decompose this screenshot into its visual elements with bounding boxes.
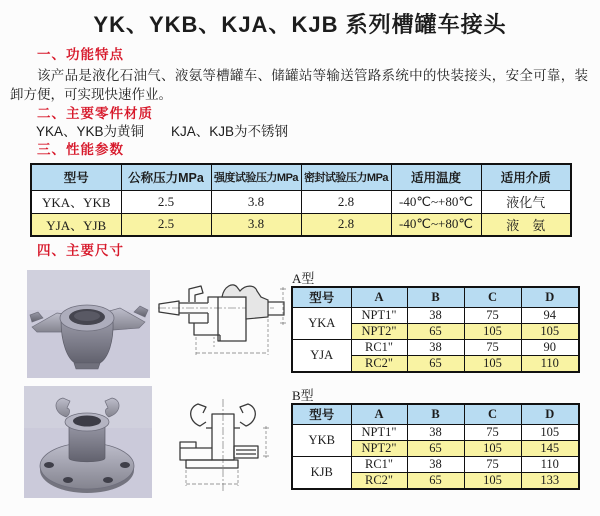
photo-coupling-type-b xyxy=(24,386,152,498)
cell-thread: RC1" xyxy=(351,339,407,355)
cell-d: 94 xyxy=(521,307,579,323)
drawing-coupling-type-b xyxy=(156,396,296,494)
col-header-b: B xyxy=(407,404,464,424)
col-header-temperature: 适用温度 xyxy=(391,164,481,190)
cell-temperature: -40℃~+80℃ xyxy=(391,190,481,213)
col-header-model: 型号 xyxy=(292,287,351,307)
cell-b: 65 xyxy=(407,472,464,489)
type-a-label: A型 xyxy=(292,271,315,286)
col-header-d: D xyxy=(521,404,579,424)
cell-medium: 液化气 xyxy=(481,190,571,213)
cell-d: 105 xyxy=(521,323,579,339)
cell-b: 38 xyxy=(407,424,464,440)
col-header-d: D xyxy=(521,287,579,307)
cell-c: 105 xyxy=(464,355,521,372)
cell-c: 75 xyxy=(464,339,521,355)
cell-d: 105 xyxy=(521,424,579,440)
performance-header-row xyxy=(31,164,571,190)
cell-model-ykb: YKB xyxy=(292,424,351,456)
cell-model-kjb: KJB xyxy=(292,456,351,489)
features-paragraph: 该产品是液化石油气、液氨等槽罐车、储罐站等输送管路系统中的快装接头，安全可靠，装卸方便，可实现快速作业。 xyxy=(10,68,588,102)
cell-d: 90 xyxy=(521,339,579,355)
dimension-table-type-a xyxy=(291,286,580,373)
dim-a-header-row xyxy=(292,287,579,307)
type-b-label: B型 xyxy=(292,388,314,403)
cell-d: 110 xyxy=(521,355,579,372)
performance-table-wrap xyxy=(30,163,600,237)
col-header-b: B xyxy=(407,287,464,307)
section-heading-features: 一、功能特点 xyxy=(37,47,124,62)
cell-c: 75 xyxy=(464,307,521,323)
col-header-c: C xyxy=(464,404,521,424)
dim-b-header-row xyxy=(292,404,579,424)
cell-nominal-pressure: 2.5 xyxy=(121,190,211,213)
cell-b: 38 xyxy=(407,339,464,355)
cell-thread: NPT1" xyxy=(351,424,407,440)
cell-d: 133 xyxy=(521,472,579,489)
dim-a-row xyxy=(292,339,579,355)
cell-b: 65 xyxy=(407,355,464,372)
cell-c: 105 xyxy=(464,323,521,339)
cell-thread: RC2" xyxy=(351,355,407,372)
cell-b: 65 xyxy=(407,440,464,456)
col-header-a: A xyxy=(351,287,407,307)
cell-b: 38 xyxy=(407,307,464,323)
col-header-seal-test: 密封试验压力MPa xyxy=(301,164,391,190)
photo-coupling-type-a xyxy=(27,270,150,378)
col-header-a: A xyxy=(351,404,407,424)
page-title: YK、YKB、KJA、KJB 系列槽罐车接头 xyxy=(93,12,507,37)
drawing-coupling-type-a xyxy=(156,277,290,363)
section-heading-materials: 二、主要零件材质 xyxy=(37,106,153,121)
dim-b-row xyxy=(292,456,579,472)
cell-d: 110 xyxy=(521,456,579,472)
cell-strength-test: 3.8 xyxy=(211,190,301,213)
cell-c: 75 xyxy=(464,456,521,472)
col-header-model: 型号 xyxy=(31,164,121,190)
section-heading-performance: 三、性能参数 xyxy=(37,142,124,157)
cell-c: 105 xyxy=(464,440,521,456)
performance-row-yja-yjb xyxy=(31,213,571,236)
dimensions-section xyxy=(0,259,600,510)
dim-b-row xyxy=(292,424,579,440)
cell-temperature: -40℃~+80℃ xyxy=(391,213,481,236)
cell-strength-test: 3.8 xyxy=(211,213,301,236)
cell-thread: RC1" xyxy=(351,456,407,472)
col-header-model: 型号 xyxy=(292,404,351,424)
cell-thread: RC2" xyxy=(351,472,407,489)
performance-row-yka-ykb xyxy=(31,190,571,213)
dimension-table-type-b xyxy=(291,403,580,490)
materials-text: YKA、YKB为黄铜 KJA、KJB为不锈钢 xyxy=(36,124,289,139)
cell-model: YJA、YJB xyxy=(31,213,121,236)
cell-nominal-pressure: 2.5 xyxy=(121,213,211,236)
cell-b: 38 xyxy=(407,456,464,472)
performance-table xyxy=(30,163,572,237)
cell-c: 105 xyxy=(464,472,521,489)
col-header-c: C xyxy=(464,287,521,307)
cell-b: 65 xyxy=(407,323,464,339)
cell-model-yka: YKA xyxy=(292,307,351,339)
cell-d: 145 xyxy=(521,440,579,456)
section-heading-dimensions: 四、主要尺寸 xyxy=(37,243,124,258)
col-header-medium: 适用介质 xyxy=(481,164,571,190)
cell-medium: 液 氨 xyxy=(481,213,571,236)
cell-c: 75 xyxy=(464,424,521,440)
cell-model: YKA、YKB xyxy=(31,190,121,213)
cell-thread: NPT2" xyxy=(351,440,407,456)
cell-thread: NPT2" xyxy=(351,323,407,339)
cell-thread: NPT1" xyxy=(351,307,407,323)
dim-a-row xyxy=(292,307,579,323)
cell-seal-test: 2.8 xyxy=(301,213,391,236)
col-header-nominal-pressure: 公称压力MPa xyxy=(121,164,211,190)
cell-seal-test: 2.8 xyxy=(301,190,391,213)
col-header-strength-test: 强度试验压力MPa xyxy=(211,164,301,190)
cell-model-yja: YJA xyxy=(292,339,351,372)
